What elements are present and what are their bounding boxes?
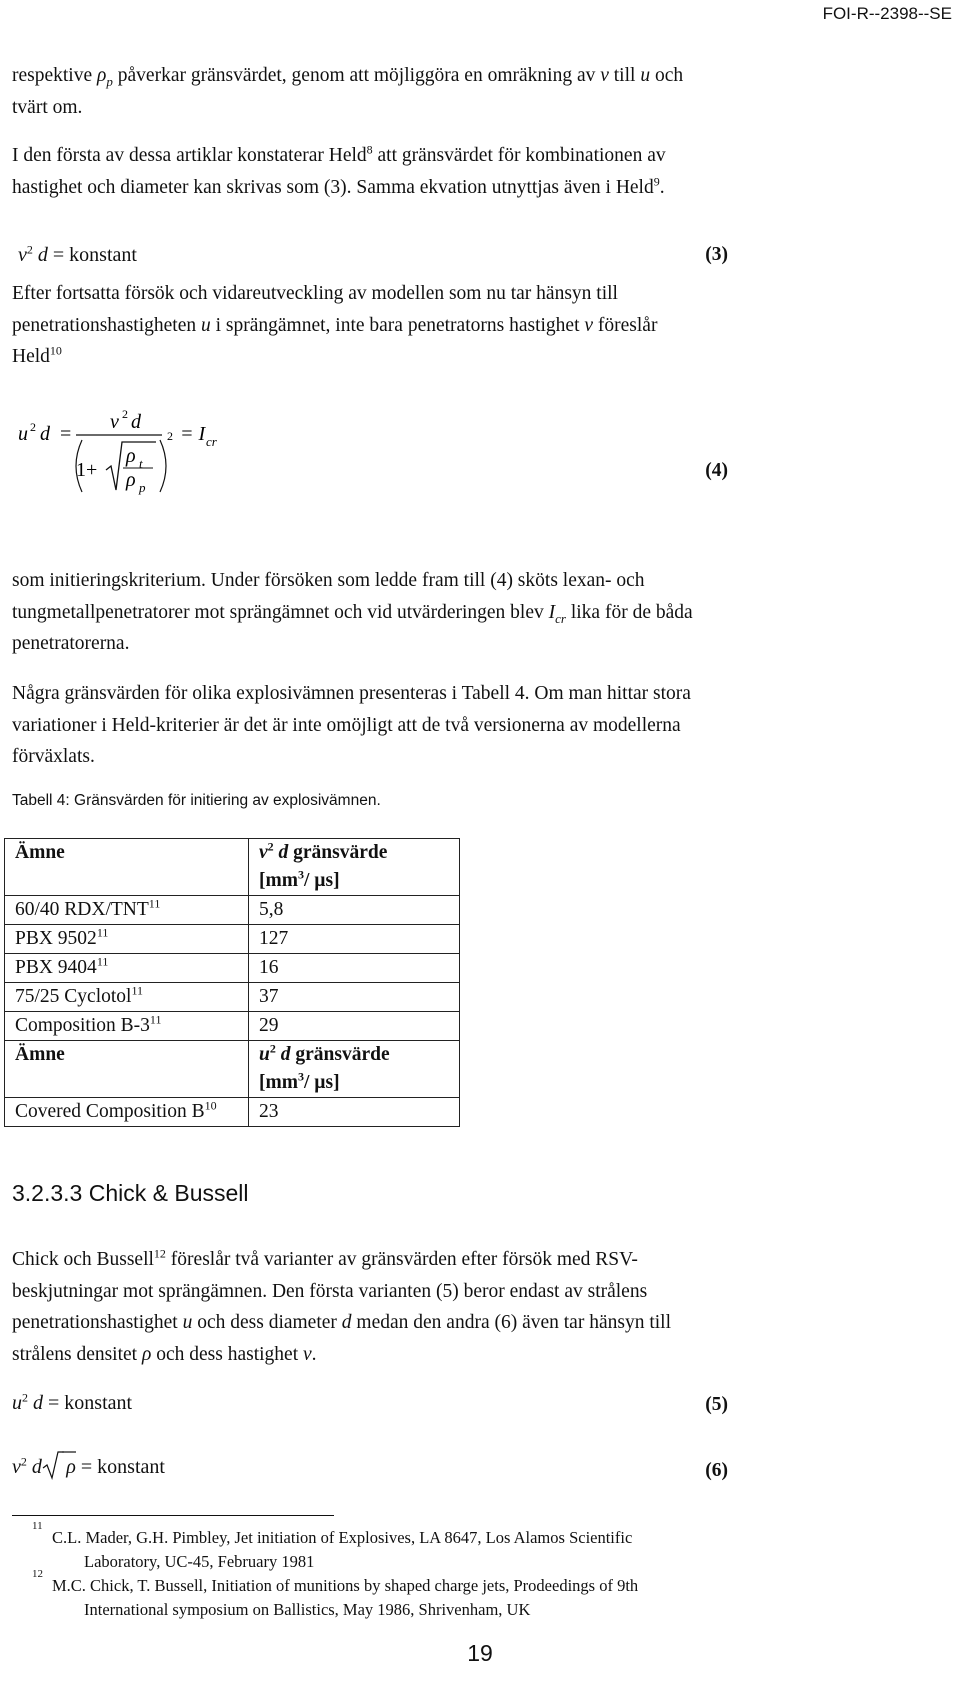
- unit-exponent: 3: [297, 867, 304, 882]
- table: [4, 838, 460, 1127]
- page-number: 19: [467, 1640, 493, 1666]
- unit: / µs]: [303, 1072, 340, 1093]
- text-line: som initieringskriterium. Under försöken som ledde fram till (4) sköts lexan- och: [12, 570, 645, 591]
- equation-3: [18, 244, 137, 267]
- sqrt-rho: [42, 1456, 76, 1479]
- header-text: gränsvärde: [290, 1044, 390, 1065]
- unit: [mm: [259, 1072, 298, 1093]
- table-4: [4, 838, 460, 1127]
- var-u: u: [200, 314, 211, 336]
- section-heading: 3.2.3.3 Chick & Bussell: [12, 1180, 249, 1206]
- equation-4-label: (4): [705, 460, 728, 481]
- footnote-ref: 10: [49, 343, 62, 358]
- table-header-row: [5, 839, 460, 896]
- header-text: gränsvärde: [288, 842, 388, 863]
- equals-I: = I: [180, 423, 206, 445]
- equation-rest: = konstant: [75, 1456, 165, 1478]
- table-header-row: [5, 1041, 460, 1098]
- text-line: tvärt om.: [12, 96, 83, 118]
- cell-substance: 60/40 RDX/TNT$^{11}$: [5, 896, 249, 925]
- var-v: v: [600, 65, 609, 86]
- var-d: d: [37, 244, 48, 266]
- num-v: v: [110, 411, 119, 433]
- den-exponent: 2: [167, 429, 173, 443]
- text: .: [311, 1343, 317, 1365]
- exponent: 2: [269, 1041, 276, 1056]
- equation-5-label: (5): [705, 1394, 728, 1415]
- text-line: förväxlats.: [12, 746, 95, 767]
- subscript: p: [106, 73, 113, 89]
- rho-t: ρ: [126, 445, 136, 467]
- right-paren: [160, 440, 166, 492]
- text: föreslår: [593, 314, 658, 336]
- rho-symbol: ρ: [97, 65, 107, 86]
- text: och dess diameter: [192, 1312, 342, 1333]
- table-caption: Tabell 4: Gränsvärden för initiering av explosivämnen.: [12, 792, 381, 809]
- text-line: Efter fortsatta försök och vidareutveckling av modellen som nu tar hänsyn till: [12, 283, 618, 304]
- var-v: v: [12, 1456, 21, 1478]
- sqrt-overline: [62, 1450, 76, 1454]
- footnote-11: 11 C.L. Mader, G.H. Pimbley, Jet initiation of Explosives, LA 8647, Los Alamos Scientific Laboratory, UC-45, February 1981: [12, 1526, 752, 1574]
- cell-value: 16: [249, 954, 460, 983]
- equation-6: [12, 1456, 165, 1492]
- text-line: beskjutningar mot sprängämnen. Den första varianten (5) beror endast av strålens: [12, 1280, 648, 1302]
- footnote-ref: 12: [153, 1246, 166, 1261]
- table-row: [5, 1098, 460, 1127]
- sqrt-sign: [42, 1450, 64, 1480]
- var-v: v: [259, 842, 268, 863]
- report-id: FOI-R--2398--SE: [822, 4, 952, 23]
- text-line: penetratorerna.: [12, 633, 130, 654]
- exponent: 2: [20, 1454, 27, 1469]
- table-row: [5, 896, 460, 925]
- var-d: d: [278, 842, 289, 863]
- unit: [mm: [259, 870, 298, 891]
- var-I: I: [548, 601, 556, 623]
- var-u: u: [182, 1312, 193, 1333]
- subscript: cr: [555, 610, 566, 626]
- equation-3-label: (3): [705, 244, 728, 265]
- text: medan den andra (6) även tar hänsyn till: [351, 1312, 671, 1333]
- var-u: u: [259, 1044, 270, 1065]
- cell-value: 23: [249, 1098, 460, 1127]
- rho-symbol: ρ: [141, 1343, 152, 1365]
- footnote-text: M.C. Chick, T. Bussell, Initiation of munitions by shaped charge jets, Prodeedings of 9th: [52, 1576, 639, 1595]
- table-row: [5, 954, 460, 983]
- text: .: [659, 176, 665, 198]
- text: och dess hastighet: [151, 1343, 303, 1365]
- table-row: [5, 1012, 460, 1041]
- table-row: [5, 983, 460, 1012]
- sub-p: p: [139, 480, 146, 495]
- num-d: d: [131, 411, 141, 433]
- text: Chick och Bussell: [12, 1249, 154, 1270]
- text: och: [650, 65, 684, 86]
- rho-symbol: ρ: [66, 1456, 76, 1478]
- text: lika för de båda: [565, 601, 693, 623]
- unit: / µs]: [303, 870, 340, 891]
- cell-value: 37: [249, 983, 460, 1012]
- header-cell-substance: [5, 1041, 249, 1098]
- exponent: 2: [30, 420, 36, 434]
- text: I den första av dessa artiklar konstaterar Held: [12, 145, 367, 166]
- paragraph-5: [12, 678, 742, 773]
- cell-substance: PBX 9502$^{11}$: [5, 925, 249, 954]
- equation-5: [12, 1392, 132, 1415]
- cell-substance: 75/25 Cyclotol$^{11}$: [5, 983, 249, 1012]
- exponent: 2: [26, 242, 33, 257]
- cell-value: 5,8: [249, 896, 460, 925]
- text-line: variationer i Held-kriterier är det är inte omöjligt att de två versionerna av modellerna: [12, 714, 681, 736]
- header-cell-substance: [5, 839, 249, 896]
- equation-4: [10, 398, 310, 533]
- exponent: 2: [267, 839, 274, 854]
- cell-value: 127: [249, 925, 460, 954]
- paragraph-3: [12, 278, 712, 373]
- var-d: d: [31, 1456, 42, 1478]
- text: att gränsvärdet för kombinationen av: [372, 145, 666, 166]
- exponent: 2: [22, 1390, 28, 1405]
- cell-value: 29: [249, 1012, 460, 1041]
- cell-substance: Composition $B-3^{11}$: [5, 1012, 249, 1041]
- header-text: Ämne: [15, 1044, 65, 1065]
- footnote-text: C.L. Mader, G.H. Pimbley, Jet initiation of Explosives, LA 8647, Los Alamos Scientific: [52, 1528, 633, 1547]
- var-d: d: [280, 1044, 291, 1065]
- footnote-text: International symposium on Ballistics, May 1986, Shrivenham, UK: [84, 1600, 531, 1619]
- num-exponent: 2: [122, 407, 128, 421]
- footnote-ref: 9: [653, 174, 660, 188]
- text: föreslår två varianter av gränsvärden efter försök med RSV-: [165, 1249, 638, 1270]
- equation-6-label: (6): [705, 1460, 728, 1481]
- var-d: d: [40, 423, 50, 445]
- equation-4-graphic: [10, 398, 310, 533]
- text: hastighet och diameter kan skrivas som (3). Samma ekvation utnyttjas även i Held: [12, 176, 654, 198]
- sub-t: t: [139, 456, 143, 471]
- table-row: [5, 925, 460, 954]
- footnotes: [12, 1520, 752, 1622]
- equation-rest: = konstant: [43, 1392, 133, 1414]
- equals: =: [60, 423, 72, 445]
- text: till: [608, 65, 641, 86]
- header-cell-value: [249, 839, 460, 896]
- var-d: d: [341, 1312, 352, 1333]
- text: Held: [12, 346, 50, 367]
- var-d: d: [33, 1392, 43, 1414]
- footnote-ref: 8: [366, 142, 373, 157]
- paragraph-4: [12, 565, 732, 660]
- cell-substance: PBX 9404$^{11}$: [5, 954, 249, 983]
- var-v: v: [302, 1343, 312, 1365]
- rho-p: ρ: [126, 469, 136, 491]
- text: påverkar gränsvärdet, genom att möjliggöra en omräkning av: [112, 65, 601, 86]
- paragraph-6: [12, 1244, 742, 1370]
- one-plus: 1+: [76, 459, 98, 481]
- var-u: u: [640, 65, 651, 86]
- var-v: v: [584, 314, 594, 336]
- footnote-12: 12 M.C. Chick, T. Bussell, Initiation of munitions by shaped charge jets, Prodeedings of 9th International symposium on Ballistics, May 1986, Shrivenham, UK: [12, 1574, 752, 1622]
- footnote-text: Laboratory, UC-45, February 1981: [84, 1552, 315, 1571]
- footnote-separator: [12, 1515, 334, 1516]
- text: penetrationshastighet: [12, 1312, 183, 1333]
- equation-rest: = konstant: [47, 244, 137, 266]
- var-v: v: [18, 244, 27, 266]
- paragraph-1: [12, 60, 712, 123]
- cell-substance: Covered Composition $B^{10}$: [5, 1098, 249, 1127]
- text: strålens densitet: [12, 1343, 142, 1365]
- text-line: Några gränsvärden för olika explosivämnen presenteras i Tabell 4. Om man hittar stora: [12, 683, 691, 704]
- text: penetrationshastigheten: [12, 314, 201, 336]
- unit-exponent: 3: [297, 1069, 304, 1084]
- header-cell-value: [249, 1041, 460, 1098]
- paragraph-2: [12, 140, 712, 203]
- text: i sprängämnet, inte bara penetratorns hastighet: [210, 314, 585, 336]
- var-u: u: [18, 423, 28, 445]
- var-u: u: [12, 1392, 22, 1414]
- header-text: Ämne: [15, 842, 65, 863]
- sub-cr: cr: [206, 434, 217, 449]
- text: respektive: [12, 65, 98, 86]
- text: tungmetallpenetratorer mot sprängämnet och vid utvärderingen blev: [12, 601, 549, 623]
